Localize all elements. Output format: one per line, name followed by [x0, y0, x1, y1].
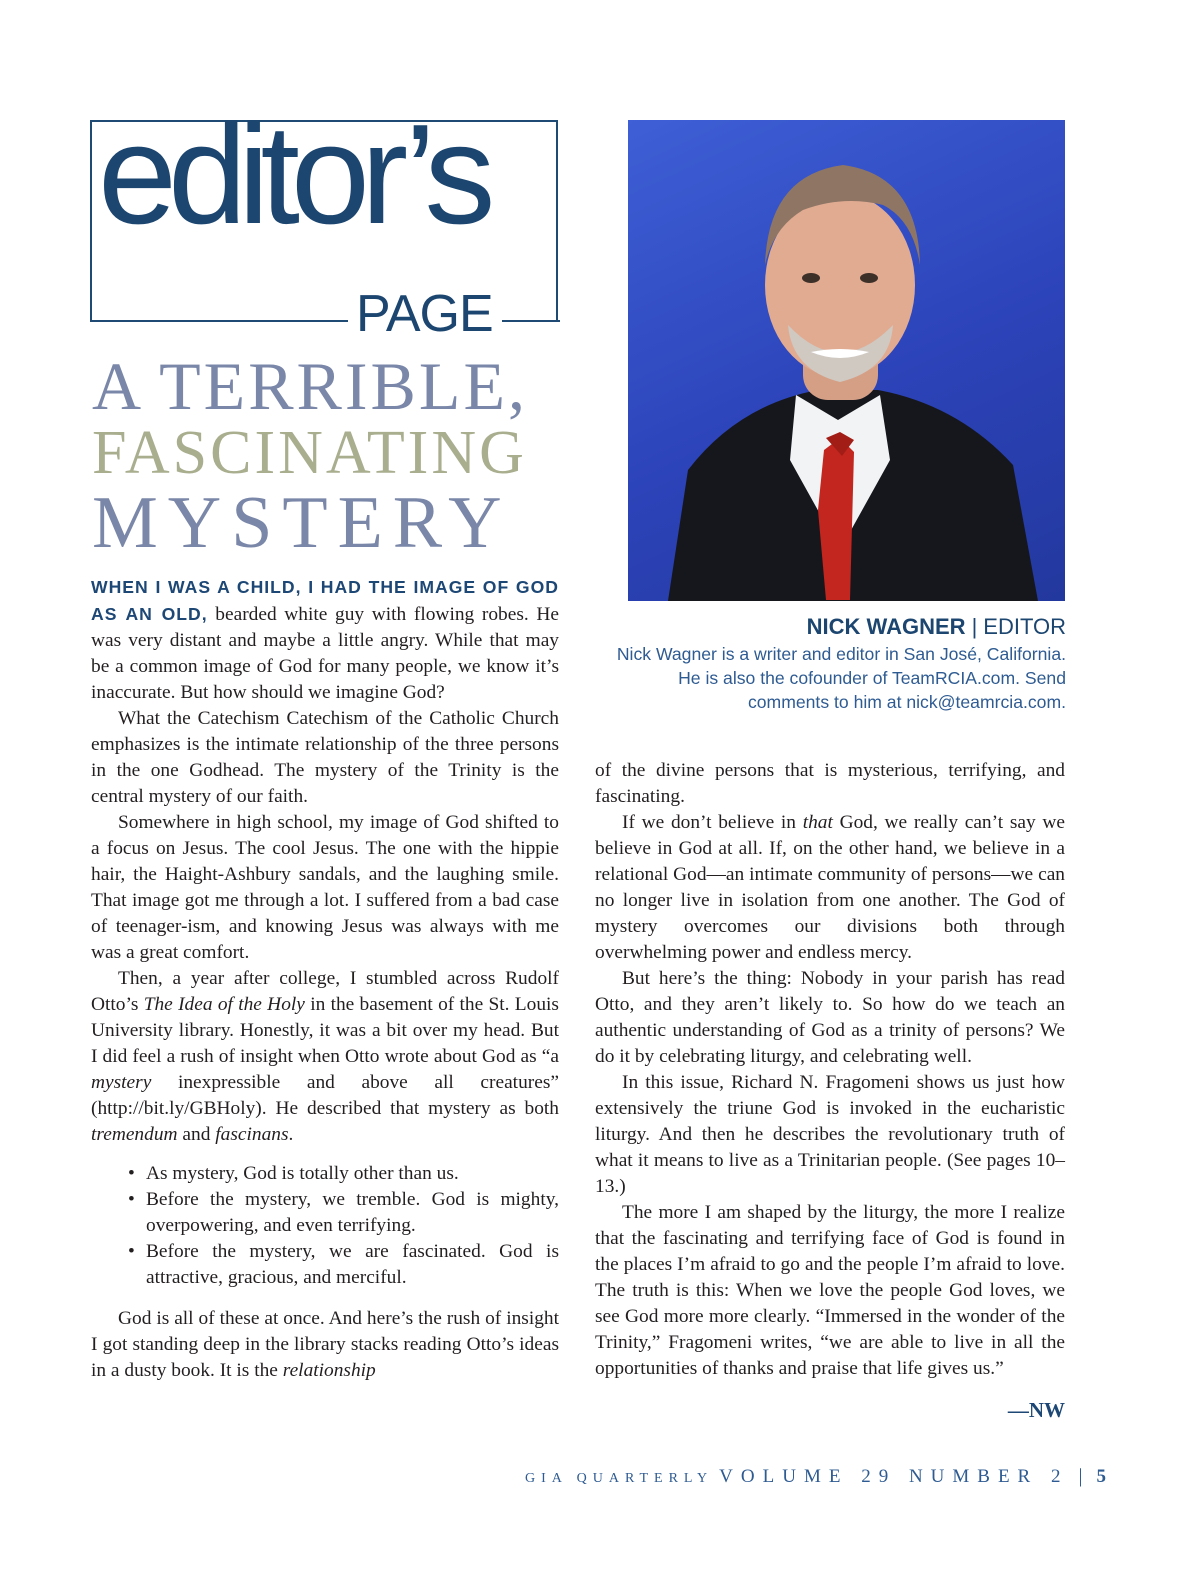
photo-caption: [600, 612, 1066, 714]
paragraph-text: God is all of these at once. And here’s the rush of insight I got standing deep in the library stacks reading Otto’s ideas in a dusty book. It is the: [91, 1308, 559, 1381]
author-signoff: —NW: [1007, 1398, 1065, 1422]
list-item: • As mystery, God is totally other than us.: [146, 1161, 559, 1187]
portrait-illustration: [628, 120, 1065, 601]
paragraph-text: and: [182, 1124, 211, 1145]
article-column-right: [595, 758, 1065, 1382]
article-paragraph: [91, 966, 559, 1148]
article-paragraph: But here’s the thing: Nobody in your parish has read Otto, and they aren’t likely to. So how do we teach an authentic understanding of God as a trinity of persons? We do it by celebrating liturgy, and celebrating well.: [595, 968, 1065, 1067]
headline-line-2: FASCINATING: [92, 419, 527, 487]
article-headline: [92, 348, 562, 564]
article-paragraph: [91, 1306, 559, 1384]
paragraph-text: bearded white guy with flowing robes. He was very distant and maybe a little angry. While that may be a common image of God for many people, we know it’s inaccurate. But how should we imagine God?: [91, 604, 559, 703]
editor-bio: Nick Wagner is a writer and editor in San José, California. He is also the cofounder of TeamRCIA.com. Send comments to him at nick@teamrcia.com.: [616, 644, 1066, 712]
emphasis: tremendum: [91, 1124, 178, 1145]
masthead-rule: [90, 320, 348, 322]
page-number: 5: [1096, 1466, 1106, 1487]
book-title: The Idea of the Holy: [143, 994, 305, 1015]
article-paragraph: of the divine persons that is mysterious, terrifying, and fascinating.: [595, 760, 1065, 807]
paragraph-text: If we don’t believe in: [622, 812, 796, 833]
article-paragraph: The more I am shaped by the liturgy, the more I realize that the fascinating and terrifying face of God is found in the places I’m afraid to go and the people I’m afraid to love. The truth is this: When we love the people God loves, we see God more more clearly. “Immersed in the wonder of the Trinity,” Fragomeni writes, “we are able to live in all the opportunities of thanks and praise that life gives us.”: [595, 1202, 1065, 1379]
emphasis: fascinans: [215, 1124, 289, 1145]
editor-role: EDITOR: [983, 614, 1066, 639]
article-paragraph: [91, 574, 559, 706]
caption-heading: [600, 612, 1066, 642]
article-paragraph: In this issue, Richard N. Fragomeni shows us just how extensively the triune God is invoked in the eucharistic liturgy. And then he describes the revolutionary truth of what it means to live as a Trinitarian people. (See pages 10–13.): [595, 1072, 1065, 1197]
article-paragraph: [595, 810, 1065, 966]
headline-line-1: A TERRIBLE,: [92, 348, 528, 424]
issue-volume: VOLUME 29 NUMBER 2: [719, 1466, 1069, 1487]
article-paragraph: What the Catechism Catechism of the Catholic Church emphasizes is the intimate relationship of the three persons in the one Godhead. The mystery of the Trinity is the central mystery of our faith.: [91, 708, 559, 807]
emphasis: that: [802, 812, 833, 833]
headline-line-3: MYSTERY: [92, 482, 512, 564]
paragraph-text: in the basement of the St. Louis University library. Honestly, it was a bit over my head. But I did feel a rush of insight when Otto wrote about God as “a: [91, 994, 559, 1067]
paragraph-text: Then, a year after college, I stumbled across Rudolf Otto’s: [91, 968, 559, 1015]
publication-name: GIA QUARTERLY: [525, 1471, 714, 1486]
article-paragraph: Somewhere in high school, my image of God shifted to a focus on Jesus. The cool Jesus. The one with the hippie hair, the Haight-Ashbury sandals, and the laughing smile. That image got me through a lot. I suffered from a bad case of teenager-ism, and knowing Jesus was always with me was a great comfort.: [91, 812, 559, 963]
emphasis: relationship: [282, 1360, 376, 1381]
masthead-rule: [502, 320, 560, 322]
masthead-title: editor’s: [98, 95, 487, 254]
article-column-left: [91, 574, 559, 1384]
emphasis: mystery: [91, 1072, 152, 1093]
paragraph-text: God, we really can’t say we believe in God at all. If, on the other hand, we believe in a relational God—an intimate community of persons—we can no longer live in isolation from one another. The God of mystery overcomes our divisions both through overwhelming power and endless mercy.: [595, 812, 1065, 963]
footer-separator: |: [1078, 1465, 1083, 1487]
bullet-list: [91, 1161, 559, 1291]
caption-separator: |: [971, 614, 978, 639]
lead-in: WHEN I WAS A CHILD, I HAD THE IMAGE OF GOD AS AN OLD,: [91, 577, 559, 624]
paragraph-text: inexpressible and above all creatures” (http://bit.ly/GBHoly). He described that mystery as both: [91, 1072, 559, 1119]
editor-name: NICK WAGNER: [806, 614, 966, 639]
editor-portrait-photo: [628, 120, 1065, 601]
masthead-subtitle: PAGE: [356, 285, 493, 343]
paragraph-text: .: [288, 1124, 294, 1145]
list-item: • Before the mystery, we tremble. God is mighty, overpowering, and even terrifying.: [146, 1187, 559, 1239]
editors-page-masthead: [90, 95, 558, 343]
list-item: • Before the mystery, we are fascinated. God is attractive, gracious, and merciful.: [146, 1239, 559, 1291]
page-footer: [400, 1464, 1106, 1491]
